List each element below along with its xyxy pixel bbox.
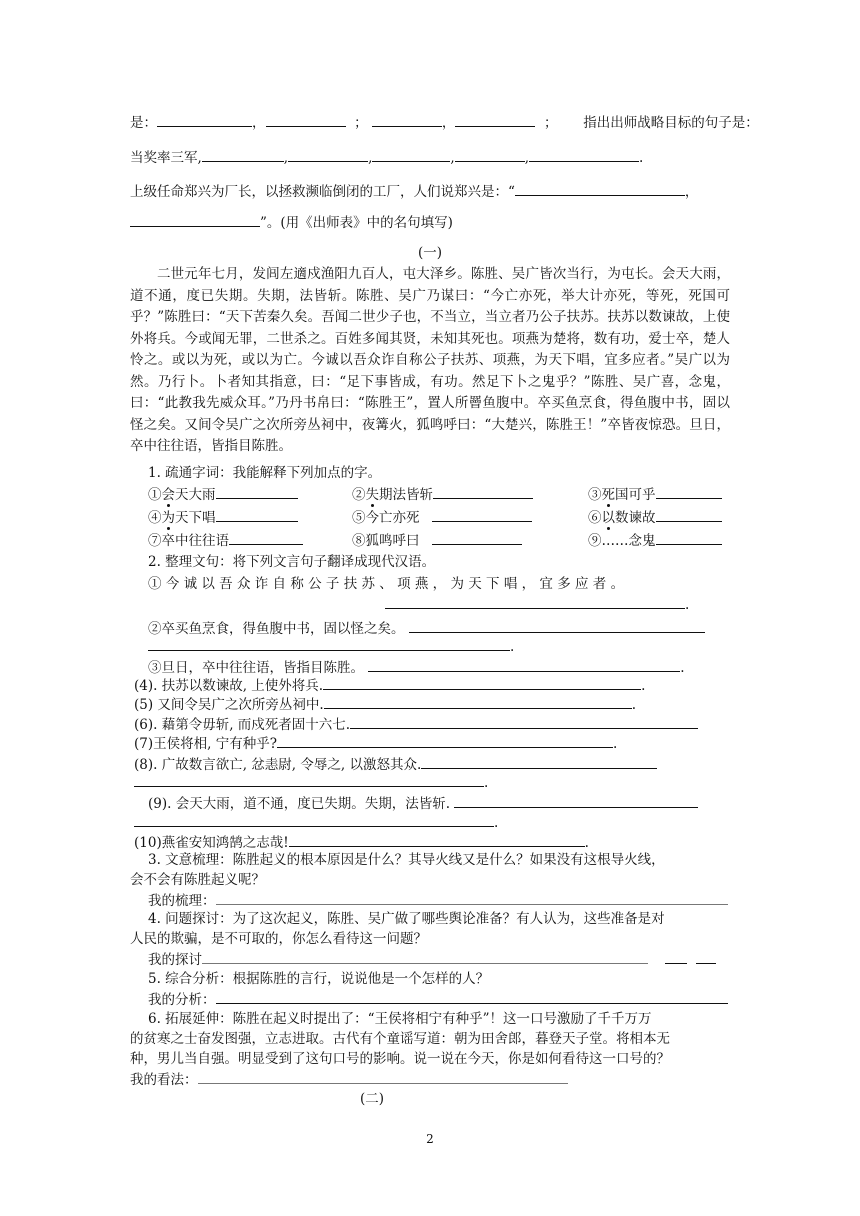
blank[interactable] (656, 484, 722, 499)
text: 数谏故 (615, 510, 656, 526)
text: 天下唱 (175, 510, 216, 526)
blank[interactable] (529, 147, 639, 162)
text: 上级任命郑兴为厂长，以拯救濒临倒闭的工厂，人们说郑兴是：“ (130, 184, 515, 200)
q2-s9-answer (134, 812, 498, 833)
q2-s6 (134, 714, 698, 735)
text: ， (684, 184, 699, 200)
blank[interactable] (289, 832, 585, 847)
section-title: (一) (417, 245, 443, 261)
blank[interactable] (455, 112, 535, 127)
text: ”。(用《出师表》中的名句填写) (260, 215, 453, 231)
q2-s4 (134, 675, 645, 696)
blank[interactable] (202, 949, 648, 964)
blank[interactable] (350, 714, 698, 729)
text: . (612, 736, 618, 752)
text: . (685, 597, 690, 613)
text: , (524, 150, 529, 166)
dotted-char: 失 (365, 487, 379, 503)
text: (10)燕雀安知鸿鹄之志哉! (134, 835, 289, 851)
text: ； (354, 115, 368, 131)
num: ⑨ (588, 533, 602, 549)
num: ③ (588, 487, 602, 503)
text: . (494, 815, 499, 831)
blank[interactable] (433, 484, 533, 499)
q2-s9 (148, 793, 698, 814)
text: ……念鬼 (601, 533, 656, 549)
blank[interactable] (157, 112, 252, 127)
blank[interactable] (372, 112, 442, 127)
q2-s7 (134, 733, 617, 754)
q1-item-5 (352, 507, 532, 528)
text: 是： (130, 115, 157, 131)
text: 我的探讨 (148, 952, 202, 968)
fill-line-2 (130, 147, 643, 168)
text: (5) 又间令吴广之次所旁丛祠中. (134, 697, 324, 713)
blank[interactable] (454, 793, 698, 808)
text: (6). 藉第令毋斩, 而戍死者固十六七. (134, 717, 351, 733)
text: , (283, 150, 289, 166)
dotted-char: 死 (601, 487, 615, 503)
text: . (584, 835, 589, 851)
text: 今亡亦死 (365, 510, 420, 526)
num: ⑥ (588, 510, 602, 526)
text: , (450, 150, 455, 166)
blank[interactable] (385, 594, 685, 609)
text: ， (441, 115, 456, 131)
blank[interactable] (665, 949, 687, 964)
blank[interactable] (288, 147, 368, 162)
q4-text-2: 人民的欺骗，是不可取的，你怎么看待这一问题？ (130, 931, 427, 947)
q1-item-2 (352, 484, 533, 505)
blank[interactable] (148, 636, 510, 651)
blank[interactable] (656, 507, 722, 522)
blank[interactable] (372, 147, 450, 162)
text: 国可乎 (615, 487, 656, 503)
q6-answer (130, 1069, 568, 1090)
dotted-char: 会 (161, 487, 175, 503)
q2-s1: ① 今 诚 以 吾 众 诈 自 称 公 子 扶 苏 、 项 燕 ， 为 天 下 唱 ， 宜 多 应 者 。 (148, 576, 625, 592)
text: (4). 扶苏以数谏故, 上使外将兵. (134, 678, 324, 694)
blank[interactable] (216, 484, 298, 499)
blank[interactable] (656, 530, 722, 545)
dotted-char: 以 (601, 510, 615, 526)
text: ， (252, 115, 266, 131)
q1-item-4 (148, 507, 298, 528)
q4-answer (148, 949, 716, 970)
q5-text: 5. 综合分析：根据陈胜的言行，说说他是一个怎样的人？ (148, 971, 490, 987)
text: 曰 (406, 533, 420, 549)
q3-answer (148, 890, 728, 911)
fill-line-4 (130, 212, 453, 233)
text: ③旦日，卒中往往语，皆指目陈胜。 (148, 660, 364, 676)
blank[interactable] (216, 989, 728, 1004)
blank[interactable] (130, 212, 260, 227)
text: 卒中往 (161, 533, 202, 549)
text: 期法皆斩 (379, 487, 433, 503)
text: 我的分析： (148, 992, 216, 1008)
q4-text: 4. 问题探讨：为了这次起义，陈胜、吴广做了哪些舆论准备？有人认为，这些准备是对 (148, 911, 665, 927)
text: 我的看法： (130, 1072, 198, 1088)
q2-s8-answer (134, 772, 488, 793)
text: . (631, 697, 637, 713)
text: 往语 (202, 533, 229, 549)
text: (9). 会天大雨，道不通，度已失期。失期，法皆斩. (148, 796, 450, 812)
blank[interactable] (134, 812, 494, 827)
blank[interactable] (277, 733, 613, 748)
text: (8). 广故数言欲亡, 忿恚尉, 令辱之, 以激怒其众. (134, 757, 422, 773)
blank[interactable] (421, 754, 657, 769)
text: 我的梳理： (148, 893, 216, 909)
text: . (484, 775, 489, 791)
text: (7)王侯将相, 宁有种乎? (134, 736, 277, 752)
q6-text-2: 的贫寒之士奋发图强，立志进取。古代有个童谣写道：朝为田舍郎，暮登天子堂。将相本无 (130, 1031, 670, 1047)
blank[interactable] (216, 507, 298, 522)
q5-answer (148, 989, 728, 1010)
blank[interactable] (216, 890, 728, 905)
q1-title: 1. 疏通字词：我能解释下列加点的字。 (148, 465, 382, 481)
num: ④ (148, 510, 162, 526)
blank[interactable] (266, 112, 346, 127)
text: . (680, 660, 685, 676)
fill-line-3 (130, 181, 698, 202)
blank[interactable] (134, 772, 484, 787)
text: 指出出师战略目标的句子是： (583, 115, 759, 131)
text: 狐鸣呼 (365, 533, 406, 549)
q6-text-3: 种，男儿当自强。明显受到了这句口号的影响。说一说在今天，你是如何看待这一口号的？ (130, 1051, 670, 1067)
q2-s5 (134, 694, 636, 715)
q1-item-3 (588, 484, 722, 505)
q3-text-2: 会不会有陈胜起义呢？ (130, 872, 265, 888)
blank[interactable] (229, 530, 303, 545)
num: ⑧ (352, 533, 366, 549)
blank[interactable] (432, 530, 522, 545)
text: ； (543, 115, 558, 131)
blank[interactable] (409, 618, 705, 633)
q2-s2-answer (148, 636, 514, 657)
dotted-char: 为 (161, 510, 175, 526)
blank[interactable] (515, 181, 685, 196)
q1-item-9 (588, 530, 722, 551)
text: ②卒买鱼烹食，得鱼腹中书，固以怪之矣。 (148, 621, 405, 637)
text: 天大雨 (175, 487, 216, 503)
blank[interactable] (323, 675, 641, 690)
text: . (510, 639, 515, 655)
passage: 二世元年七月，发闾左適戍渔阳九百人，屯大泽乡。陈胜、吴广皆次当行，为屯长。会天大雨，道不通，度已失期。失期，法皆斩。陈胜、吴广乃谋曰：“今亡亦死，举大计亦死，等死，死国可乎？”陈胜曰：“天下苦秦久矣。吾闻二世少子也，不当立，当立者乃公子扶苏。扶苏以数谏故，上使外将兵。今或闻无罪，二世杀之。百姓多闻其贤，未知其死也。项燕为楚将，数有功，爱士卒，楚人怜之。或以为死，或以为亡。今诚以吾众诈自称公子扶苏、项燕，为天下唱，宜多应者。”吴广以为然。乃行卜。卜者知其指意，曰：“足下事皆成，有功。然足下卜之鬼乎？”陈胜、吴广喜，念鬼，曰：“此教我先威众耳。”乃丹书帛曰：“陈胜王”，置人所罾鱼腹中。卒买鱼烹食，得鱼腹中书，固以怪之矣。又间令吴广之次所旁丛祠中，夜篝火，狐鸣呼曰：“大楚兴，陈胜王！”卒皆夜惊恐。旦日，卒中往往语，皆指目陈胜。 (130, 266, 730, 454)
fill-line-1 (130, 112, 759, 133)
blank[interactable] (198, 1069, 568, 1084)
q1-item-7 (148, 530, 303, 551)
blank[interactable] (455, 147, 525, 162)
text: , (368, 150, 373, 166)
section-title-2: (二) (360, 1091, 385, 1107)
blank[interactable] (202, 147, 284, 162)
num: ⑦ (148, 533, 162, 549)
q6-text: 6. 拓展延伸：陈胜在起义时提出了：“王侯将相宁有种乎”！这一口号激励了千千万万 (148, 1011, 652, 1027)
blank[interactable] (432, 507, 532, 522)
text: . (638, 150, 644, 166)
q2-title: 2. 整理文句：将下列文言句子翻译成现代汉语。 (148, 554, 436, 570)
blank[interactable] (696, 949, 716, 964)
q2-s1-answer (385, 594, 689, 615)
q1-item-6 (588, 507, 722, 528)
num: ① (148, 487, 162, 503)
blank[interactable] (324, 694, 632, 709)
q3-text: 3. 文意梳理：陈胜起义的根本原因是什么？其导火线又是什么？如果没有这根导火线， (148, 852, 665, 868)
text: 当奖率三军, (130, 150, 202, 166)
q1-item-1 (148, 484, 298, 505)
q1-item-8 (352, 530, 522, 551)
num: ② (352, 487, 366, 503)
text: . (641, 678, 646, 694)
page-number: 2 (426, 1132, 434, 1146)
blank[interactable] (368, 657, 680, 672)
num: ⑤ (352, 510, 366, 526)
